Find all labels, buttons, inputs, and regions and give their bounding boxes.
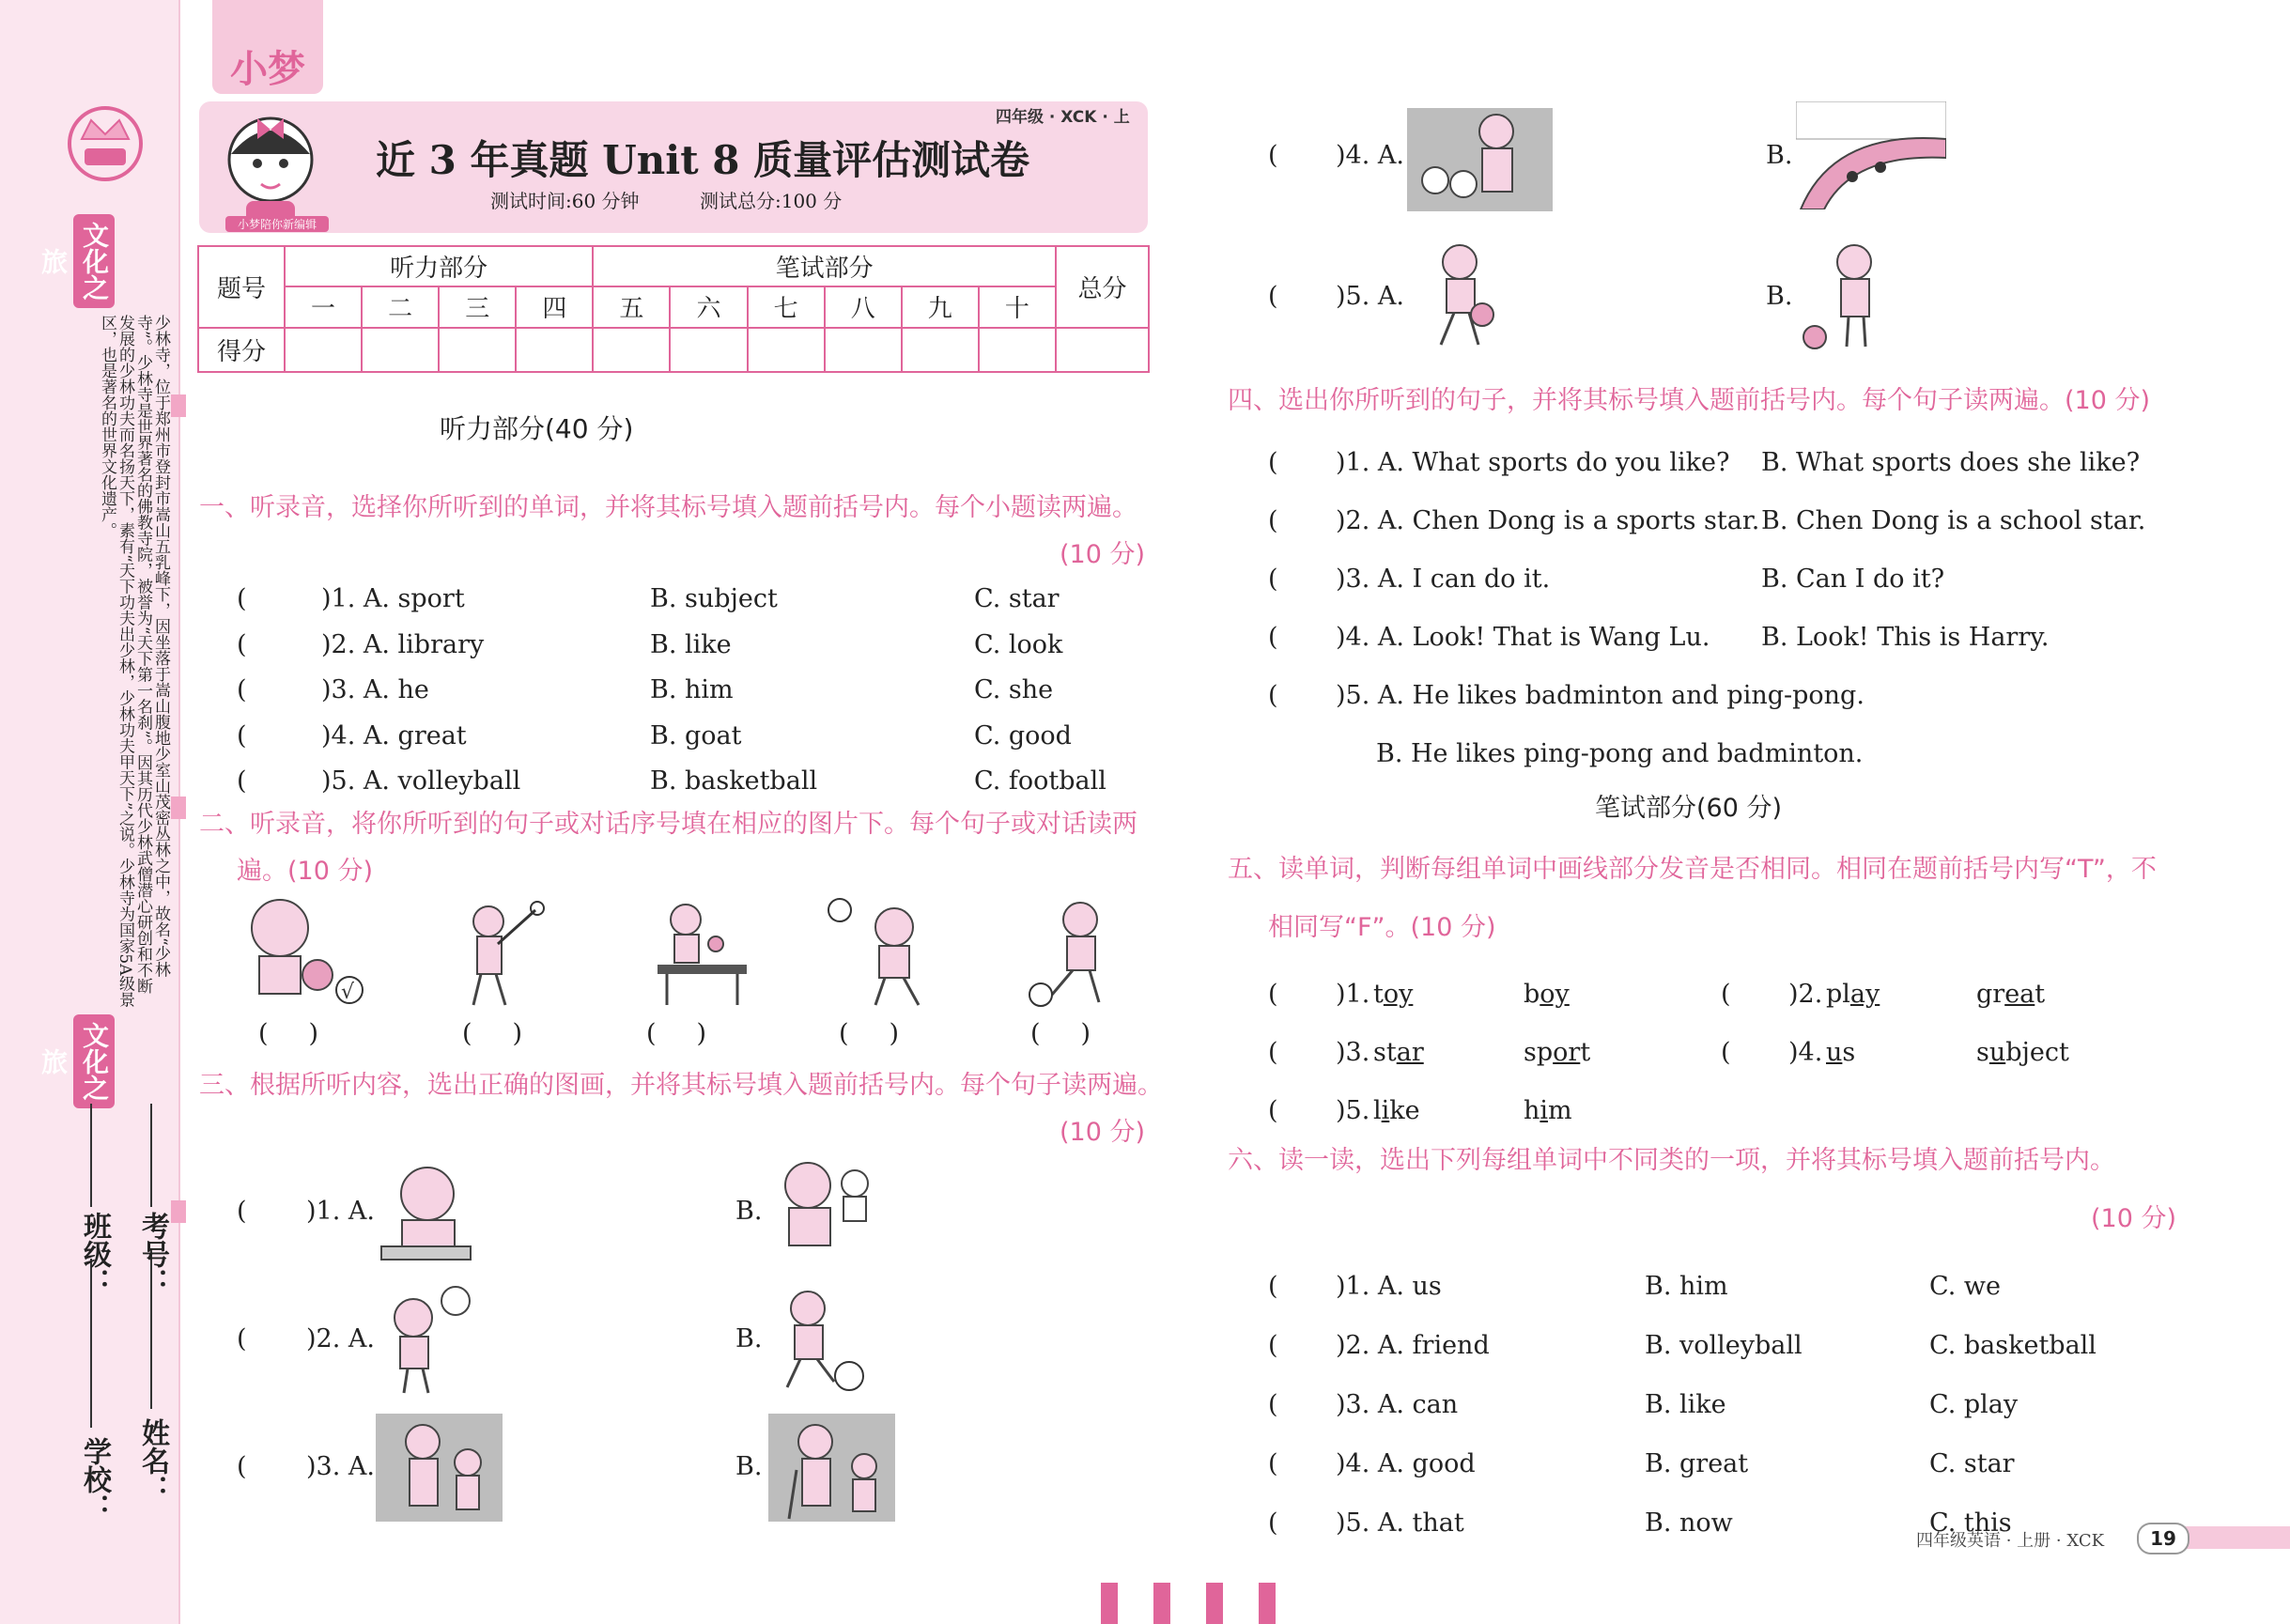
option-a: )3. A. he: [321, 675, 429, 704]
s5-list: [1268, 966, 2207, 1140]
s6-item: [1268, 1434, 2207, 1493]
s5-row: [1268, 1082, 2207, 1140]
s3-points: (10 分): [1060, 1118, 1146, 1147]
answer-bracket[interactable]: (: [1268, 448, 1278, 477]
teacher-classroom-picture: [1407, 103, 1553, 211]
option-b: B. Look! This is Harry.: [1761, 623, 2050, 652]
option-a: )1. A. sport: [321, 584, 465, 613]
option-a: )3. A. can: [1336, 1390, 1459, 1419]
answer-bracket[interactable]: (: [1268, 506, 1278, 535]
option-c: C. she: [974, 675, 1054, 704]
score-cell[interactable]: [902, 328, 979, 372]
item-number: )2.: [1788, 980, 1823, 1009]
girl-football-picture: [768, 1282, 872, 1395]
answer-bracket[interactable]: (: [1268, 1331, 1278, 1360]
s1-item: [237, 759, 1138, 805]
answer-bracket[interactable]: (: [237, 766, 247, 796]
test-total: 测试总分:100 分: [700, 190, 843, 212]
footer-text: 四年级英语 · 上册 · XCK: [1916, 1531, 2105, 1551]
word-1: like: [1373, 1096, 1420, 1125]
answer-bracket[interactable]: (: [237, 1324, 247, 1353]
row-label-score: 得分: [198, 328, 285, 372]
section-number: 七: [748, 286, 825, 329]
s1-points: (10 分): [1060, 540, 1146, 569]
answer-bracket[interactable]: (: [1268, 1038, 1278, 1067]
option-a: )2. A. friend: [1336, 1331, 1490, 1360]
row-label-number: 题号: [198, 246, 285, 328]
score-cell[interactable]: [748, 328, 825, 372]
s3-item-2-b: B.: [735, 1324, 763, 1353]
boy-pingpong-picture: [648, 897, 751, 1010]
option-c: C. star: [974, 584, 1060, 613]
option-c: C. football: [974, 766, 1106, 796]
s4-item: [1268, 434, 2207, 492]
word-2: subject: [1976, 1038, 2069, 1067]
s4-item5-option-b: B. He likes ping-pong and badminton.: [1376, 739, 1864, 768]
class-field-line[interactable]: [90, 1104, 92, 1207]
section-number: 五: [593, 286, 670, 329]
answer-bracket[interactable]: (: [237, 1197, 247, 1226]
s4-item: [1268, 492, 2207, 550]
answer-bracket[interactable]: (: [1268, 1508, 1278, 1538]
picture-answer-bracket[interactable]: ( ): [646, 1019, 706, 1048]
option-b: B. him: [1645, 1272, 1728, 1301]
girl-with-toy-picture: [768, 1155, 881, 1268]
option-a: )2. A. Chen Dong is a sports star.: [1336, 506, 1760, 535]
s6-item: [1268, 1375, 2207, 1434]
item-number: )3.: [1336, 1038, 1370, 1067]
s3-title: 三、根据所听内容，选出正确的图画，并将其标号填入题前括号内。每个句子读两遍。: [199, 1071, 1163, 1100]
answer-bracket[interactable]: (: [1268, 565, 1278, 594]
s5-row: [1268, 966, 2207, 1024]
answer-bracket[interactable]: (: [1268, 980, 1278, 1009]
s5-title-cont: 相同写“F”。(10 分): [1268, 913, 1496, 942]
answer-bracket[interactable]: (: [1268, 623, 1278, 652]
grade-tag: 四年级 · XCK · 上: [996, 108, 1130, 127]
s4-list: [1268, 434, 2207, 783]
word-1: play: [1826, 980, 1880, 1009]
grandpa-walking-picture: [768, 1414, 895, 1522]
id-field-line[interactable]: [150, 1104, 152, 1207]
running-track-picture: [1796, 101, 1946, 209]
option-a: )4. A. great: [321, 720, 467, 750]
score-table: [197, 245, 1150, 373]
s3-item-1-b: B.: [735, 1197, 763, 1226]
word-2: sport: [1524, 1038, 1591, 1067]
answer-bracket[interactable]: (: [1268, 141, 1278, 170]
s4-item: [1268, 550, 2207, 609]
answer-bracket[interactable]: (: [237, 675, 247, 704]
s1-item: [237, 623, 1138, 669]
word-2: him: [1524, 1096, 1572, 1125]
option-b: B. Chen Dong is a school star.: [1761, 506, 2146, 535]
s1-item: [237, 714, 1138, 760]
culture-badge-top: 文化之旅: [73, 214, 115, 308]
option-c: C. good: [974, 720, 1072, 750]
word-2: great: [1976, 980, 2046, 1009]
word-1: us: [1826, 1038, 1856, 1067]
binding-stripe: [1206, 1583, 1223, 1624]
score-cell[interactable]: [516, 328, 593, 372]
answer-bracket[interactable]: (: [237, 720, 247, 750]
s6-title: 六、读一读，选出下列每组单词中不同类的一项，并将其标号填入题前括号内。: [1228, 1146, 2115, 1175]
cut-marker: [171, 394, 186, 417]
page-number: 19: [2137, 1523, 2189, 1554]
s3-item-5: )5. A.: [1336, 282, 1404, 311]
option-c: C. we: [1929, 1272, 2001, 1301]
option-c: C. look: [974, 629, 1063, 659]
total-header: 总分: [1056, 246, 1149, 328]
option-b: B. Can I do it?: [1761, 565, 1945, 594]
option-c: C. play: [1929, 1390, 2019, 1419]
s1-item: [237, 668, 1138, 714]
binding-margin: [0, 0, 180, 1624]
picture-answer-bracket[interactable]: ( ): [1030, 1019, 1091, 1048]
option-a: )1. A. us: [1336, 1272, 1442, 1301]
s3-item-2: )2. A.: [306, 1324, 375, 1353]
test-time: 测试时间:60 分钟: [490, 190, 640, 212]
boy-standing-ball-picture: [1796, 240, 1899, 352]
option-a: )2. A. library: [321, 629, 485, 659]
option-b: B. now: [1645, 1508, 1733, 1538]
boy-volleyball-picture: [827, 897, 939, 1010]
option-b: B. What sports does she like?: [1761, 448, 2141, 477]
cut-marker: [171, 1200, 186, 1223]
s4-item: [1268, 609, 2207, 667]
answer-bracket[interactable]: (: [1721, 1038, 1731, 1067]
option-c: C. star: [1929, 1449, 2015, 1478]
check-mark-icon: √: [341, 981, 355, 1004]
writing-header: 笔试部分: [593, 246, 1056, 286]
id-field-label: 考号：: [136, 1212, 169, 1296]
s2-title: 二、听录音，将你所听到的句子或对话序号填在相应的图片下。每个句子或对话读两: [199, 810, 1137, 839]
option-a: )1. A. What sports do you like?: [1336, 448, 1730, 477]
binding-stripe: [1259, 1583, 1276, 1624]
s6-points: (10 分): [2091, 1204, 2177, 1233]
girl-volleyball-picture: [376, 1282, 479, 1395]
picture-answer-bracket[interactable]: ( ): [462, 1019, 522, 1048]
answer-bracket[interactable]: (: [1268, 1390, 1278, 1419]
answer-bracket[interactable]: (: [1268, 1449, 1278, 1478]
picture-answer-bracket[interactable]: ( ): [839, 1019, 899, 1048]
option-b: B. goat: [650, 720, 742, 750]
s3-item-1: )1. A.: [306, 1197, 375, 1226]
culture-badge-bottom: 文化之旅: [73, 1014, 115, 1108]
answer-bracket[interactable]: (: [1721, 980, 1731, 1009]
item-number: )1.: [1336, 980, 1370, 1009]
name-field-label: 姓名：: [136, 1418, 169, 1503]
score-cell[interactable]: [362, 328, 439, 372]
word-2: boy: [1524, 980, 1570, 1009]
section-number: 六: [670, 286, 747, 329]
answer-bracket[interactable]: (: [1268, 1272, 1278, 1301]
section-number: 一: [285, 286, 362, 329]
s3-item-3-b: B.: [735, 1452, 763, 1481]
logo-tab: [212, 0, 323, 94]
answer-bracket[interactable]: (: [237, 629, 247, 659]
score-cell-total[interactable]: [1056, 328, 1149, 372]
section-number: 十: [979, 286, 1056, 329]
s2-title-cont: 遍。(10 分): [237, 857, 374, 886]
option-a: )5. A. volleyball: [321, 766, 521, 796]
s4-title: 四、选出你所听到的句子，并将其标号填入题前括号内。每个句子读两遍。(10 分): [1228, 386, 2151, 415]
s3-item-4: )4. A.: [1336, 141, 1404, 170]
s1-list: [237, 577, 1138, 805]
score-cell[interactable]: [285, 328, 362, 372]
listening-section-title: 听力部分(40 分): [440, 413, 634, 444]
brand-logo: 小梦: [230, 48, 305, 91]
answer-bracket[interactable]: (: [237, 584, 247, 613]
section-number: 九: [902, 286, 979, 329]
s3-item-5-b: B.: [1766, 282, 1793, 311]
s4-item: [1268, 667, 2207, 725]
s6-item: [1268, 1316, 2207, 1375]
option-b: B. subject: [650, 584, 778, 613]
option-b: B. volleyball: [1645, 1331, 1803, 1360]
s5-row: [1268, 1024, 2207, 1082]
crown-ornament-icon: [58, 92, 152, 186]
answer-bracket[interactable]: (: [1268, 282, 1278, 311]
score-cell[interactable]: [593, 328, 670, 372]
score-cell[interactable]: [979, 328, 1056, 372]
s3-item-3: )3. A.: [306, 1452, 375, 1481]
s1-item: [237, 577, 1138, 623]
option-b: B. like: [1645, 1390, 1726, 1419]
section-number: 八: [825, 286, 902, 329]
page-title: 近 3 年真题 Unit 8 质量评估测试卷: [376, 137, 1030, 183]
answer-bracket[interactable]: (: [1268, 681, 1278, 710]
s6-item: [1268, 1257, 2207, 1316]
word-1: toy: [1373, 980, 1414, 1009]
answer-bracket[interactable]: (: [237, 1452, 247, 1481]
culture-info-text: 少林寺，位于郑州市登封市嵩山五乳峰下，因坐落于嵩山腹地少室山茂密丛林之中，故名“少林寺”。少林寺是世界著名的佛教寺院，被誉为“天下第一名刹”。因其历代少林武僧潜心研创和不断发展的少林功夫而名扬天下，素有“天下功夫出少林，少林功夫甲天下”之说。少林寺为国家5A级景区，也是著名的世界文化遗产。: [98, 315, 170, 1008]
cut-marker: [171, 797, 186, 819]
class-field-label: 班级：: [78, 1212, 111, 1296]
section-number: 四: [516, 286, 593, 329]
answer-bracket[interactable]: (: [1268, 1096, 1278, 1125]
boy-dribbling-picture: [1407, 240, 1510, 352]
option-b: B. basketball: [650, 766, 818, 796]
s3-item-4-b: B.: [1766, 141, 1793, 170]
picture-answer-bracket[interactable]: ( ): [258, 1019, 318, 1048]
option-a: )5. A. He likes badminton and ping-pong.: [1336, 681, 1864, 710]
option-a: )3. A. I can do it.: [1336, 565, 1551, 594]
score-cell[interactable]: [670, 328, 747, 372]
binding-stripe: [1153, 1583, 1170, 1624]
s5-title: 五、读单词，判断每组单词中画线部分发音是否相同。相同在题前括号内写“T”，不: [1228, 855, 2157, 884]
girl-reading-picture: [376, 1160, 479, 1268]
writing-section-title: 笔试部分(60 分): [1595, 794, 1783, 823]
listening-header: 听力部分: [285, 246, 593, 286]
boy-helping-grandpa-picture: [376, 1414, 503, 1522]
s6-list: [1268, 1257, 2207, 1553]
option-b: B. him: [650, 675, 734, 704]
option-c: C. this: [1929, 1508, 2012, 1538]
section-number: 三: [439, 286, 516, 329]
girl-basketball-picture: [235, 892, 366, 1010]
mascot-girl-icon: [209, 98, 331, 231]
option-c: C. basketball: [1929, 1331, 2097, 1360]
option-a: )4. A. Look! That is Wang Lu.: [1336, 623, 1710, 652]
girl-badminton-picture: [451, 897, 554, 1010]
option-a: )4. A. good: [1336, 1449, 1476, 1478]
mascot-caption: 小梦陪你新编辑: [225, 216, 329, 232]
option-b: B. like: [650, 629, 732, 659]
s1-title: 一、听录音，选择你所听到的单词，并将其标号填入题前括号内。每个小题读两遍。: [199, 493, 1137, 522]
binding-stripe: [1101, 1583, 1118, 1624]
option-a: )5. A. that: [1336, 1508, 1464, 1538]
option-b: B. great: [1645, 1449, 1749, 1478]
score-cell[interactable]: [825, 328, 902, 372]
section-number: 二: [362, 286, 439, 329]
item-number: )4.: [1788, 1038, 1823, 1067]
score-cell[interactable]: [439, 328, 516, 372]
boy-football-picture: [1024, 897, 1127, 1010]
item-number: )5.: [1336, 1096, 1370, 1125]
school-field-label: 学校：: [78, 1437, 111, 1522]
word-1: star: [1373, 1038, 1424, 1067]
